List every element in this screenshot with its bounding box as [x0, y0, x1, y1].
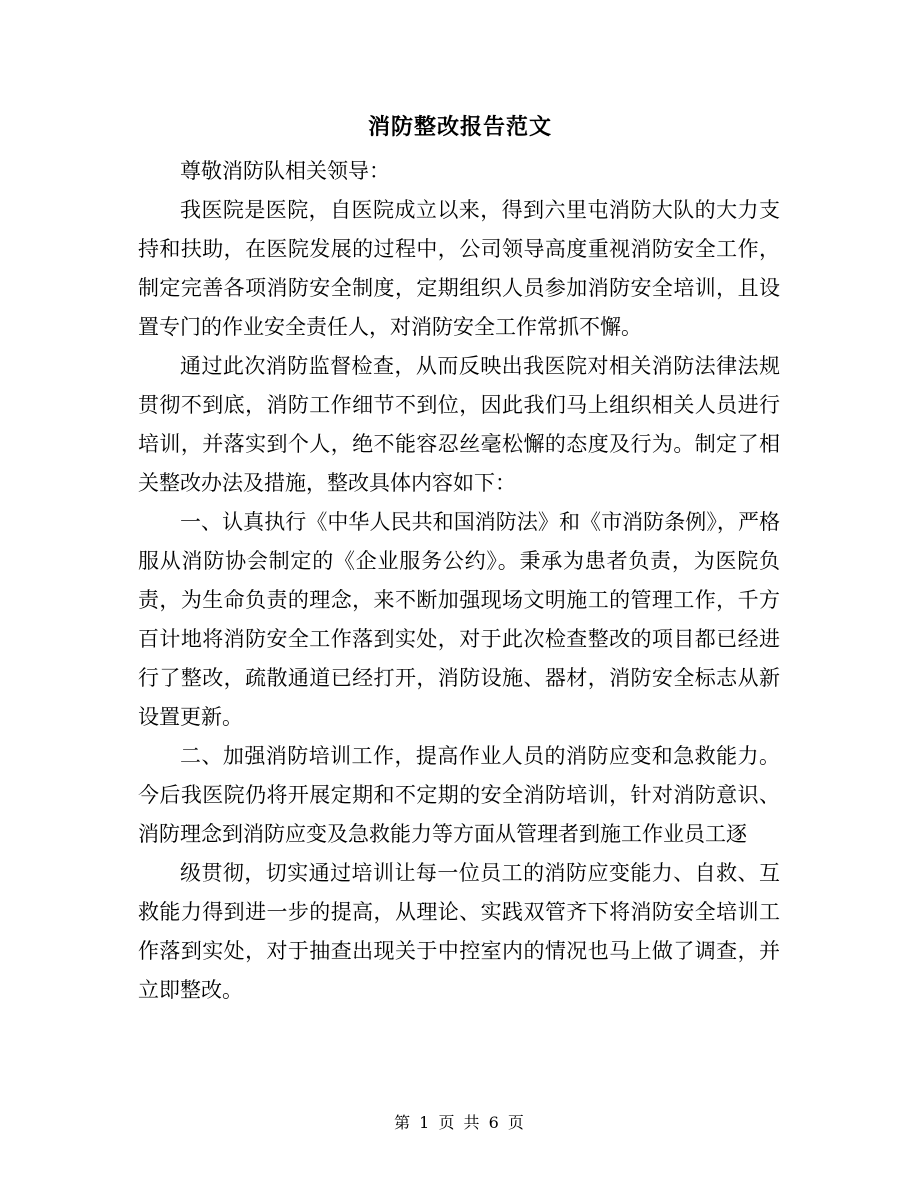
paragraph-item-one: 一、认真执行《中华人民共和国消防法》和《市消防条例》，严格服从消防协会制定的《企业服务公约》。秉承为患者负责，为医院负责，为生命负责的理念，来不断加强现场文明施工的管理工作，千方百计地将消防安全工作落到实处，对于此次检查整改的项目都已经进行了整改，疏散通道已经打开，消防设施、器材，消防安全标志从新设置更新。 — [138, 510, 780, 729]
paragraph-item-two-continued: 级贯彻，切实通过培训让每一位员工的消防应变能力、自救、互救能力得到进一步的提高，从理论、实践双管齐下将消防安全培训工作落到实处，对于抽查出现关于中控室内的情况也马上做了调查，并立即整改。 — [138, 861, 780, 1002]
document-body — [138, 152, 780, 1010]
paragraph-item-two: 二、加强消防培训工作，提高作业人员的消防应变和急救能力。今后我医院仍将开展定期和不定期的安全消防培训，针对消防意识、消防理念到消防应变及急救能力等方面从管理者到施工作业员工逐 — [138, 744, 780, 846]
paragraph-inspection: 通过此次消防监督检查，从而反映出我医院对相关消防法律法规贯彻不到底，消防工作细节不到位，因此我们马上组织相关人员进行培训，并落实到个人，绝不能容忍丝毫松懈的态度及行为。制定了相关整改办法及措施，整改具体内容如下： — [138, 354, 780, 495]
paragraph-intro: 我医院是医院，自医院成立以来，得到六里屯消防大队的大力支持和扶助，在医院发展的过程中，公司领导高度重视消防安全工作，制定完善各项消防安全制度，定期组织人员参加消防安全培训，且设置专门的作业安全责任人，对消防安全工作常抓不懈。 — [138, 198, 780, 339]
document-title: 消防整改报告范文 — [367, 114, 552, 140]
page-number-footer: 第 1 页 共 6 页 — [394, 1113, 526, 1132]
salutation: 尊敬消防队相关领导： — [180, 159, 390, 183]
